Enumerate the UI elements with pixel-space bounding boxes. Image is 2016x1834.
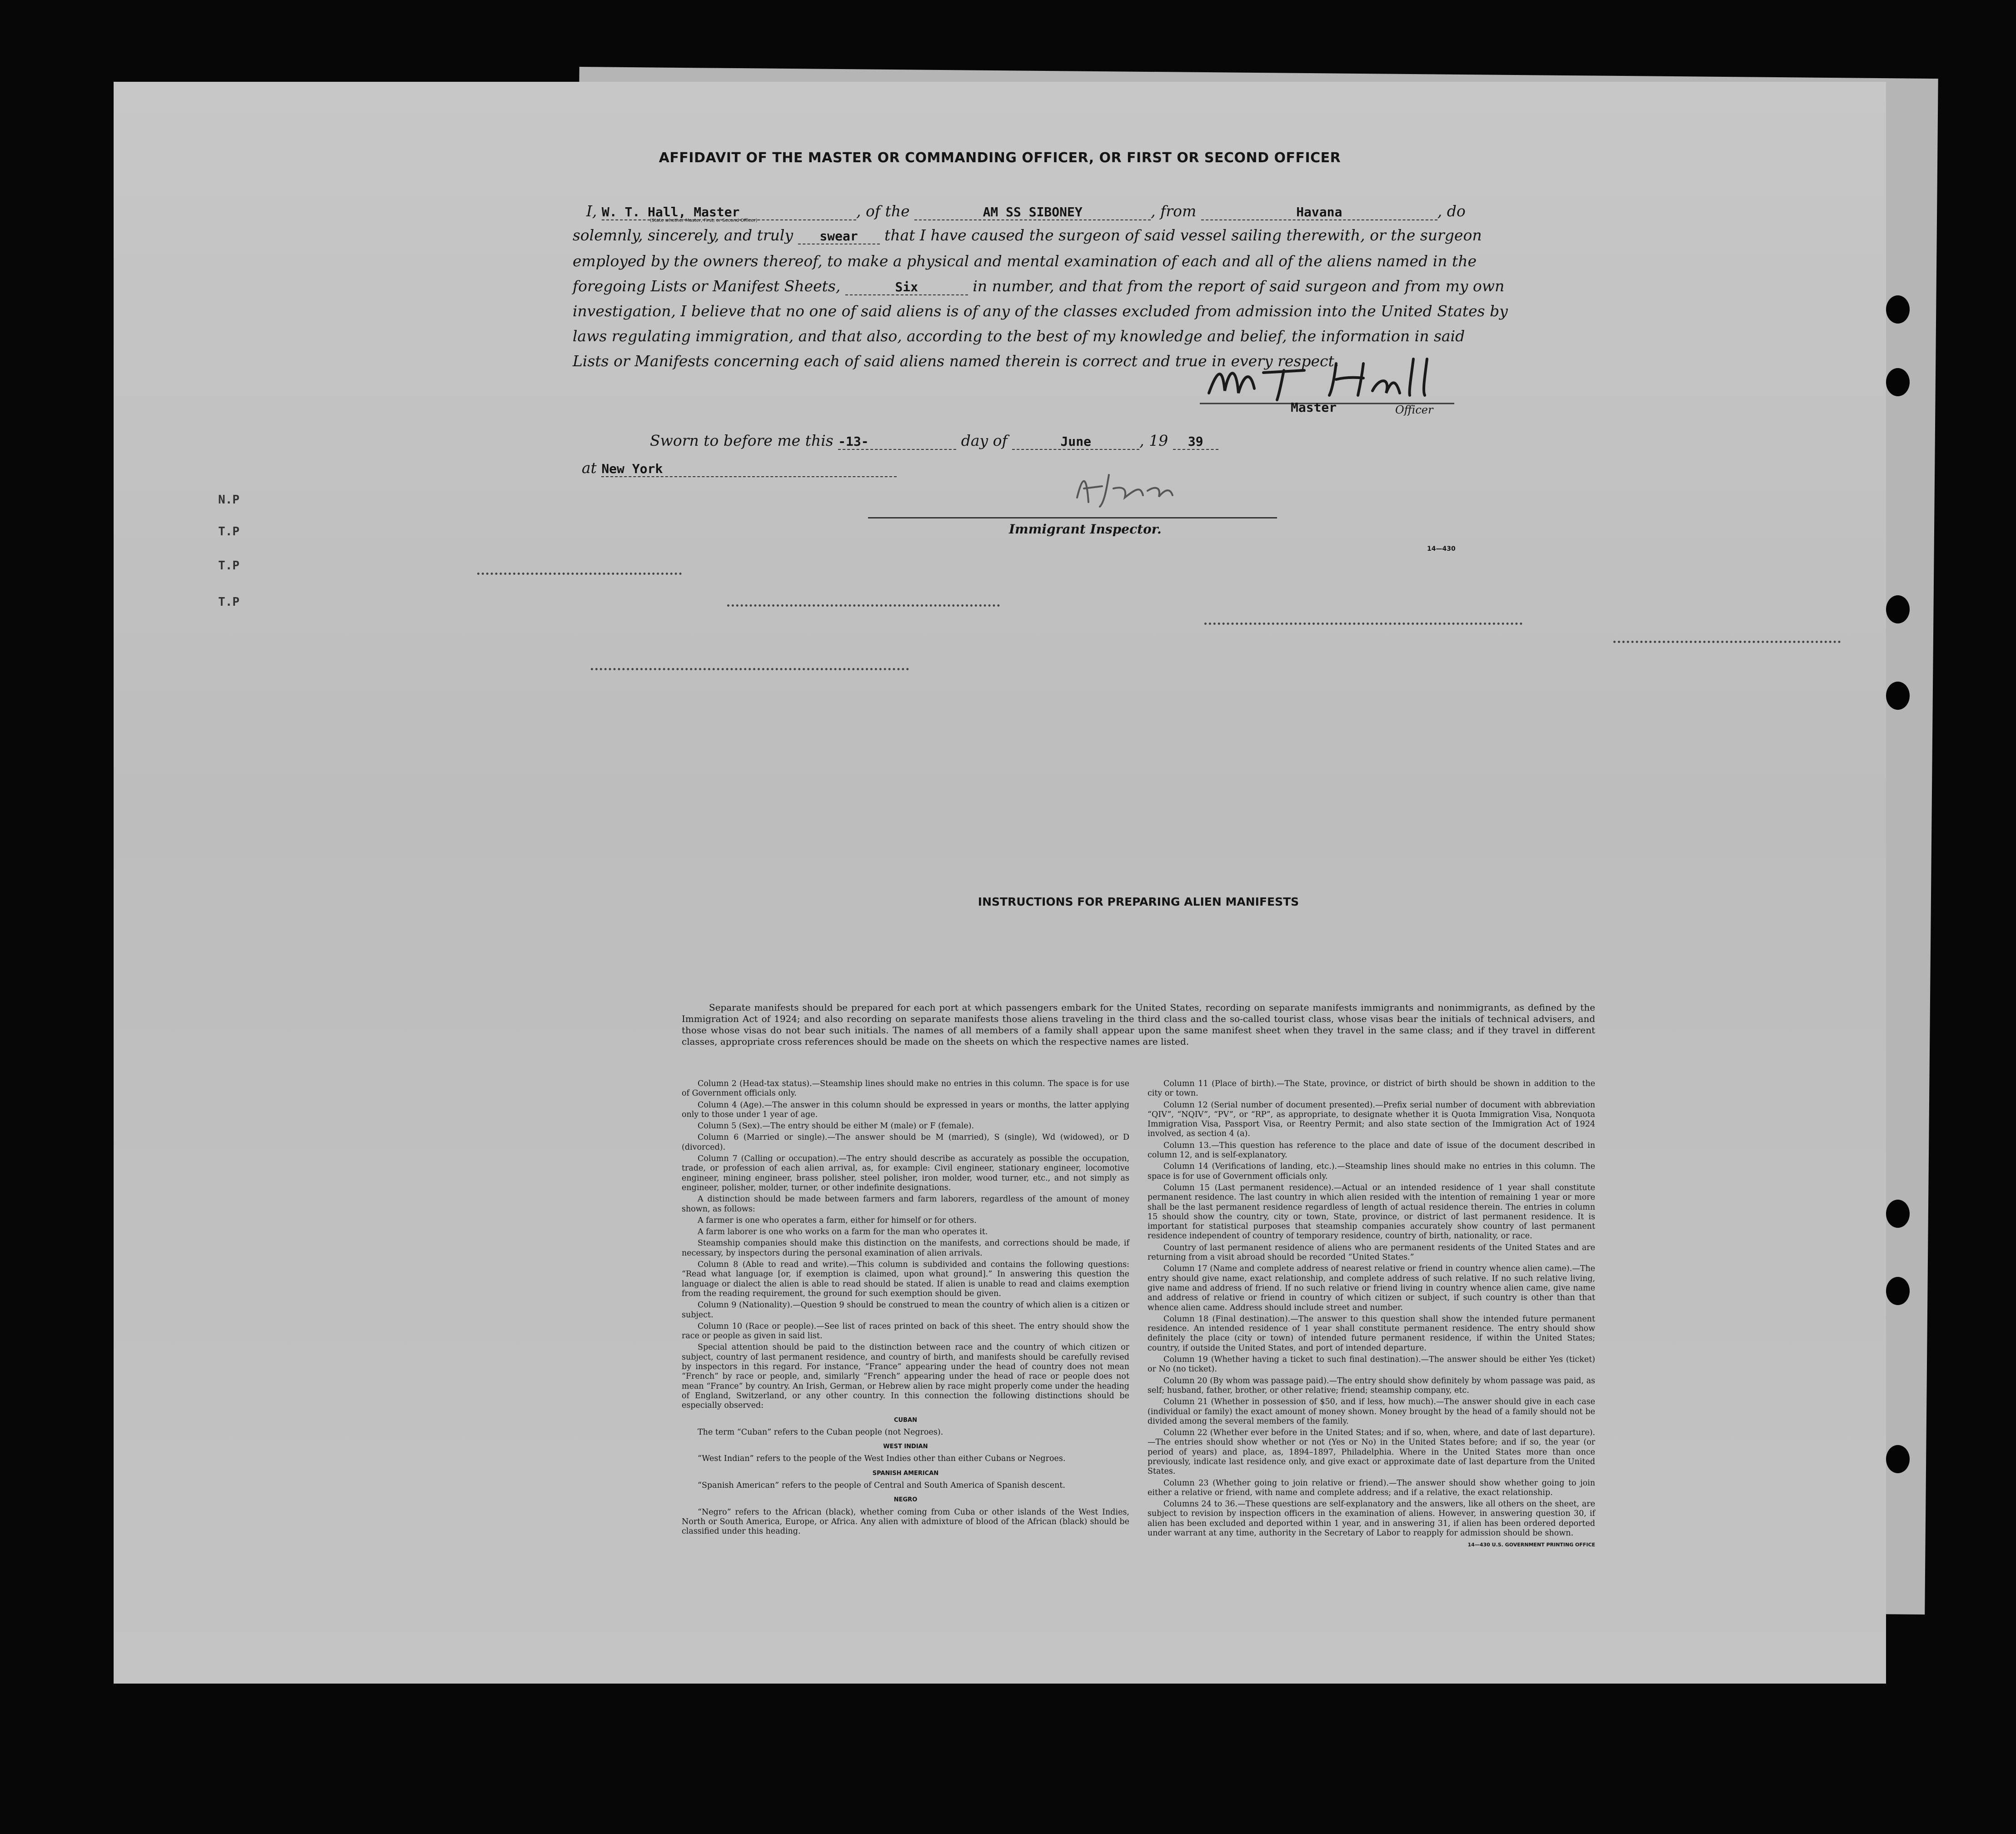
bleed-dots — [1613, 641, 1841, 643]
right-paragraph: Column 21 (Whether in possession of $50, and if less, how much).—The answer should give in each case (individual or family) the exact amount of money shown. Money brought by the head of a family should not be divided among the several members of the family. — [1148, 1397, 1595, 1426]
manifest-page — [114, 82, 1886, 1684]
bleed-dots — [1204, 623, 1522, 625]
left-paragraph: Steamship companies should make this distinction on the manifests, and corrections should be made, if necessary, by inspectors during the personal examination of alien arrivals. — [682, 1239, 1129, 1258]
officer-hint: (State whether Master, First, or Second Officer) — [650, 218, 758, 223]
right-paragraph: Column 19 (Whether having a ticket to such final destination).—The answer should be either Yes (ticket) or No (no ticket). — [1148, 1355, 1595, 1374]
right-paragraph: Column 13.—This question has reference to the place and date of issue of the document described in column 12, and is self-explanatory. — [1148, 1141, 1595, 1160]
right-paragraph: Column 15 (Last permanent residence).—Actual or an intended residence of 1 year shall constitute permanent residence. The last country in which alien resided with the intention of remaining 1 year or more shall be the last permanent residence regardless of length of actual residence therein. The entries in column 15 should show the country, city or town, State, province, or district of last permanent residence. It is important for statistical purposes that steamship companies accurately show country of last permanent residence independent of country of temporary residence, country of birth, nationality, or race. — [1148, 1183, 1595, 1241]
left-paragraph: Column 4 (Age).—The answer in this column should be expressed in years or months, the latter applying only to those under 1 year of age. — [682, 1100, 1129, 1119]
instructions-left-column — [682, 1079, 1129, 1538]
sworn-place-field: New York — [601, 461, 897, 477]
affidavit-line-3: employed by the owners thereof, to make a physical and mental examination of each and all of the aliens named in the — [573, 252, 1477, 270]
right-paragraph: Column 22 (Whether ever before in the United States; and if so, when, where, and date of last departure).—The entries should show whether or not (Yes or No) in the United States before; and if so, the year (or period of years) and place, as, 1894–1897, Philadelphia. Where in the United States more than once previously, indicate last residence only, and give exact or approximate date of last departure from the United States. — [1148, 1428, 1595, 1476]
inspector-signature — [1050, 461, 1277, 516]
left-paragraph: A farmer is one who operates a farm, either for himself or for others. — [698, 1216, 977, 1225]
bleed-dots — [591, 668, 909, 670]
sworn-year-field: 39 — [1173, 434, 1218, 450]
heading-spanish-american: SPANISH AMERICAN — [872, 1470, 939, 1477]
right-paragraph: Column 17 (Name and complete address of nearest relative or friend in country whence alien came).—The entry should give name, exact relationship, and complete address of such relative. If no such relative living, give name and address of friend. If no such relative or friend living in country whence alien came, give name and address of relative or friend in country of which citizen or subject, if such country is other than that whence alien came. Address should include street and number. — [1148, 1264, 1595, 1312]
binder-hole — [1886, 682, 1910, 710]
right-paragraph: Column 20 (By whom was passage paid).—The entry should show definitely by whom passage was paid, as self; husband, father, brother, or other relative; friend; steamship company, etc. — [1148, 1376, 1595, 1395]
instructions-title: INSTRUCTIONS FOR PREPARING ALIEN MANIFESTS — [978, 895, 1299, 908]
sworn-month-field: June — [1012, 434, 1139, 450]
margin-stamp: T.P — [218, 595, 240, 609]
left-paragraph: A distinction should be made between farmers and farm laborers, regardless of the amount of money shown, as follows: — [682, 1195, 1129, 1214]
left-paragraph: Column 2 (Head-tax status).—Steamship lines should make no entries in this column. The space is for use of Government officials only. — [682, 1079, 1129, 1098]
bleed-dots — [477, 573, 682, 575]
officer-label: Officer — [1395, 404, 1433, 416]
binder-hole — [1886, 1200, 1910, 1228]
margin-stamp: T.P — [218, 559, 240, 573]
affidavit-line-4: foregoing Lists or Manifest Sheets, Six in number, and that from the report of said surgeon and from my own — [573, 277, 1505, 295]
affidavit-line-2: solemnly, sincerely, and truly swear that I have caused the surgeon of said vessel sailing therewith, or the surgeon — [573, 226, 1482, 244]
bleed-dots — [727, 604, 1000, 607]
rank-field: Master — [1291, 400, 1337, 415]
binder-hole — [1886, 1445, 1910, 1473]
left-paragraph: Column 8 (Able to read and write).—This column is subdivided and contains the following questions: “Read what language [or, if exemption is claimed, upon what ground].” In answering this question the language or dialect the alien is able to read should be stated. If alien is unable to read and claims exemption from the reading requirement, the ground for such exemption should be given. — [682, 1260, 1129, 1298]
left-paragraph: Column 7 (Calling or occupation).—The entry should describe as accurately as possible the occupation, trade, or profession of each alien arrival, as, for example: Civil engineer, stationary engineer, locomotive engineer, mining engineer, brass polisher, steel polisher, iron molder, wood turner, etc., and not simply as engineer, polisher, molder, turner, or other indefinite designations. — [682, 1154, 1129, 1192]
affidavit-line-1: I, W. T. Hall, Master , of the AM SS SIBONEY , from Havana , do — [586, 202, 1466, 220]
heading-cuban: CUBAN — [894, 1416, 917, 1424]
officer-name-field: W. T. Hall, Master — [602, 204, 856, 220]
binder-hole — [1886, 1277, 1910, 1305]
margin-stamp: T.P — [218, 525, 240, 538]
form-number: 14—430 — [1427, 545, 1456, 553]
affidavit-line-6: laws regulating immigration, and that also, according to the best of my knowledge and belief, the information in said — [573, 327, 1465, 345]
left-paragraph: Column 5 (Sex).—The entry should be either M (male) or F (female). — [698, 1121, 974, 1131]
right-paragraph: Column 23 (Whether going to join relative or friend).—The answer should show whether going to join either a relative or friend, with name and complete address; and if a relative, the exact relationship. — [1148, 1478, 1595, 1497]
west-indian-paragraph: “West Indian” refers to the people of the West Indies other than either Cubans or Negroes. — [698, 1454, 1066, 1464]
printing-office-footer: 14—430 U.S. GOVERNMENT PRINTING OFFICE — [1467, 1542, 1595, 1548]
sworn-day-field: -13- — [838, 434, 956, 450]
heading-negro: NEGRO — [893, 1496, 918, 1504]
right-paragraph: Column 14 (Verifications of landing, etc.).—Steamship lines should make no entries in this column. The space is for use of Government officials only. — [1148, 1162, 1595, 1181]
left-paragraph: Column 6 (Married or single).—The answer should be M (married), S (single), Wd (widowed), or D (divorced). — [682, 1133, 1129, 1152]
departure-port-field: Havana — [1201, 204, 1437, 220]
left-paragraph: Column 9 (Nationality).—Question 9 should be construed to mean the country of which alien is a citizen or subject. — [682, 1301, 1129, 1320]
left-paragraph: Special attention should be paid to the distinction between race and the country of which citizen or subject, country of last permanent residence, and country of birth, and manifests should be carefully revised by inspectors in this regard. For instance, “France” appearing under the head of country does not mean “French” by race or people, and, similarly “French” appearing under the head of race or people does not mean “France” by country. An Irish, German, or Hebrew alien by race might properly come under the heading of England, Switzerland, or any other country. In this connection the following distinctions should be especially observed: — [682, 1343, 1129, 1410]
left-paragraph: A farm laborer is one who works on a farm for the man who operates it. — [698, 1227, 988, 1237]
cuban-paragraph: The term “Cuban” refers to the Cuban people (not Negroes). — [698, 1427, 943, 1437]
sworn-line: Sworn to before me this -13- day of June , 19 39 — [650, 432, 1218, 450]
sheet-count-field: Six — [845, 279, 968, 295]
right-paragraph: Country of last permanent residence of aliens who are permanent residents of the United States and are returning from a visit abroad should be recorded “United States.” — [1148, 1243, 1595, 1262]
right-paragraph: Column 18 (Final destination).—The answer to this question shall show the intended future permanent residence. An intended residence of 1 year shall constitute permanent residence. The entry should show definitely the place (city or town) of intended future permanent residence, if within the United States; country, if outside the United States, and port of intended departure. — [1148, 1314, 1595, 1353]
right-paragraph: Columns 24 to 36.—These questions are self-explanatory and the answers, like all others on the sheet, are subject to revision by inspection officers in the examination of aliens. However, in answering question 30, if alien has been excluded and deported within 1 year, and in answering 31, if alien has been ordered deported under warrant at any time, authority in the Secretary of Labor to reapply for admission should be shown. — [1148, 1500, 1595, 1538]
inspector-rule — [868, 517, 1277, 518]
heading-west-indian: WEST INDIAN — [883, 1443, 928, 1450]
binder-hole — [1886, 368, 1910, 396]
spanish-american-paragraph: “Spanish American” refers to the people of Central and South America of Spanish descent. — [698, 1480, 1065, 1490]
instructions-right-column — [1148, 1079, 1595, 1550]
affidavit-line-7: Lists or Manifests concerning each of said aliens named therein is correct and true in every respect. — [573, 352, 1339, 370]
affidavit-title: AFFIDAVIT OF THE MASTER OR COMMANDING OFFICER, OR FIRST OR SECOND OFFICER — [659, 150, 1341, 166]
instructions-intro: Separate manifests should be prepared for each port at which passengers embark for the United States, recording on separate manifests immigrants and nonimmigrants, as defined by the Immigration Act of 1924; and also recording on separate manifests those aliens traveling in the third class and the so-called tourist class, whose visas bear the initials of technical advisers, and those whose visas do not bear such initials. The names of all members of a family shall appear upon the same manifest sheet when they travel in the same class; and if they travel in different classes, appropriate cross references should be made on the sheets on which the respective names are listed. — [682, 1002, 1595, 1047]
margin-stamp: N.P — [218, 493, 240, 507]
affidavit-line-5: investigation, I believe that no one of said aliens is of any of the classes excluded from admission into the United States by — [573, 302, 1508, 320]
vessel-name-field: AM SS SIBONEY — [914, 204, 1151, 220]
binder-hole — [1886, 595, 1910, 623]
right-paragraph: Column 11 (Place of birth).—The State, province, or district of birth should be shown in addition to the city or town. — [1148, 1079, 1595, 1098]
binder-hole — [1886, 295, 1910, 324]
right-paragraph: Column 12 (Serial number of document presented).—Prefix serial number of document with abbreviation “QIV”, “NQIV”, “PV”, or “RP”, as appropriate, to designate whether it is Quota Immigration Visa, Nonquota Immigration Visa, Passport Visa, or Reentry Permit; and also state section of the Immigration Act of 1924 involved, as section 4 (a). — [1148, 1100, 1595, 1139]
negro-paragraph: “Negro” refers to the African (black), whether coming from Cuba or other islands of the West Indies, North or South America, Europe, or Africa. Any alien with admixture of blood of the African (black) should be classified under this heading. — [682, 1507, 1129, 1536]
oath-field: swear — [798, 229, 880, 244]
sworn-place-line: at New York — [582, 459, 897, 477]
inspector-label: Immigrant Inspector. — [1009, 522, 1162, 537]
left-paragraph: Column 10 (Race or people).—See list of races printed on back of this sheet. The entry should show the race or people as given in said list. — [682, 1321, 1129, 1341]
